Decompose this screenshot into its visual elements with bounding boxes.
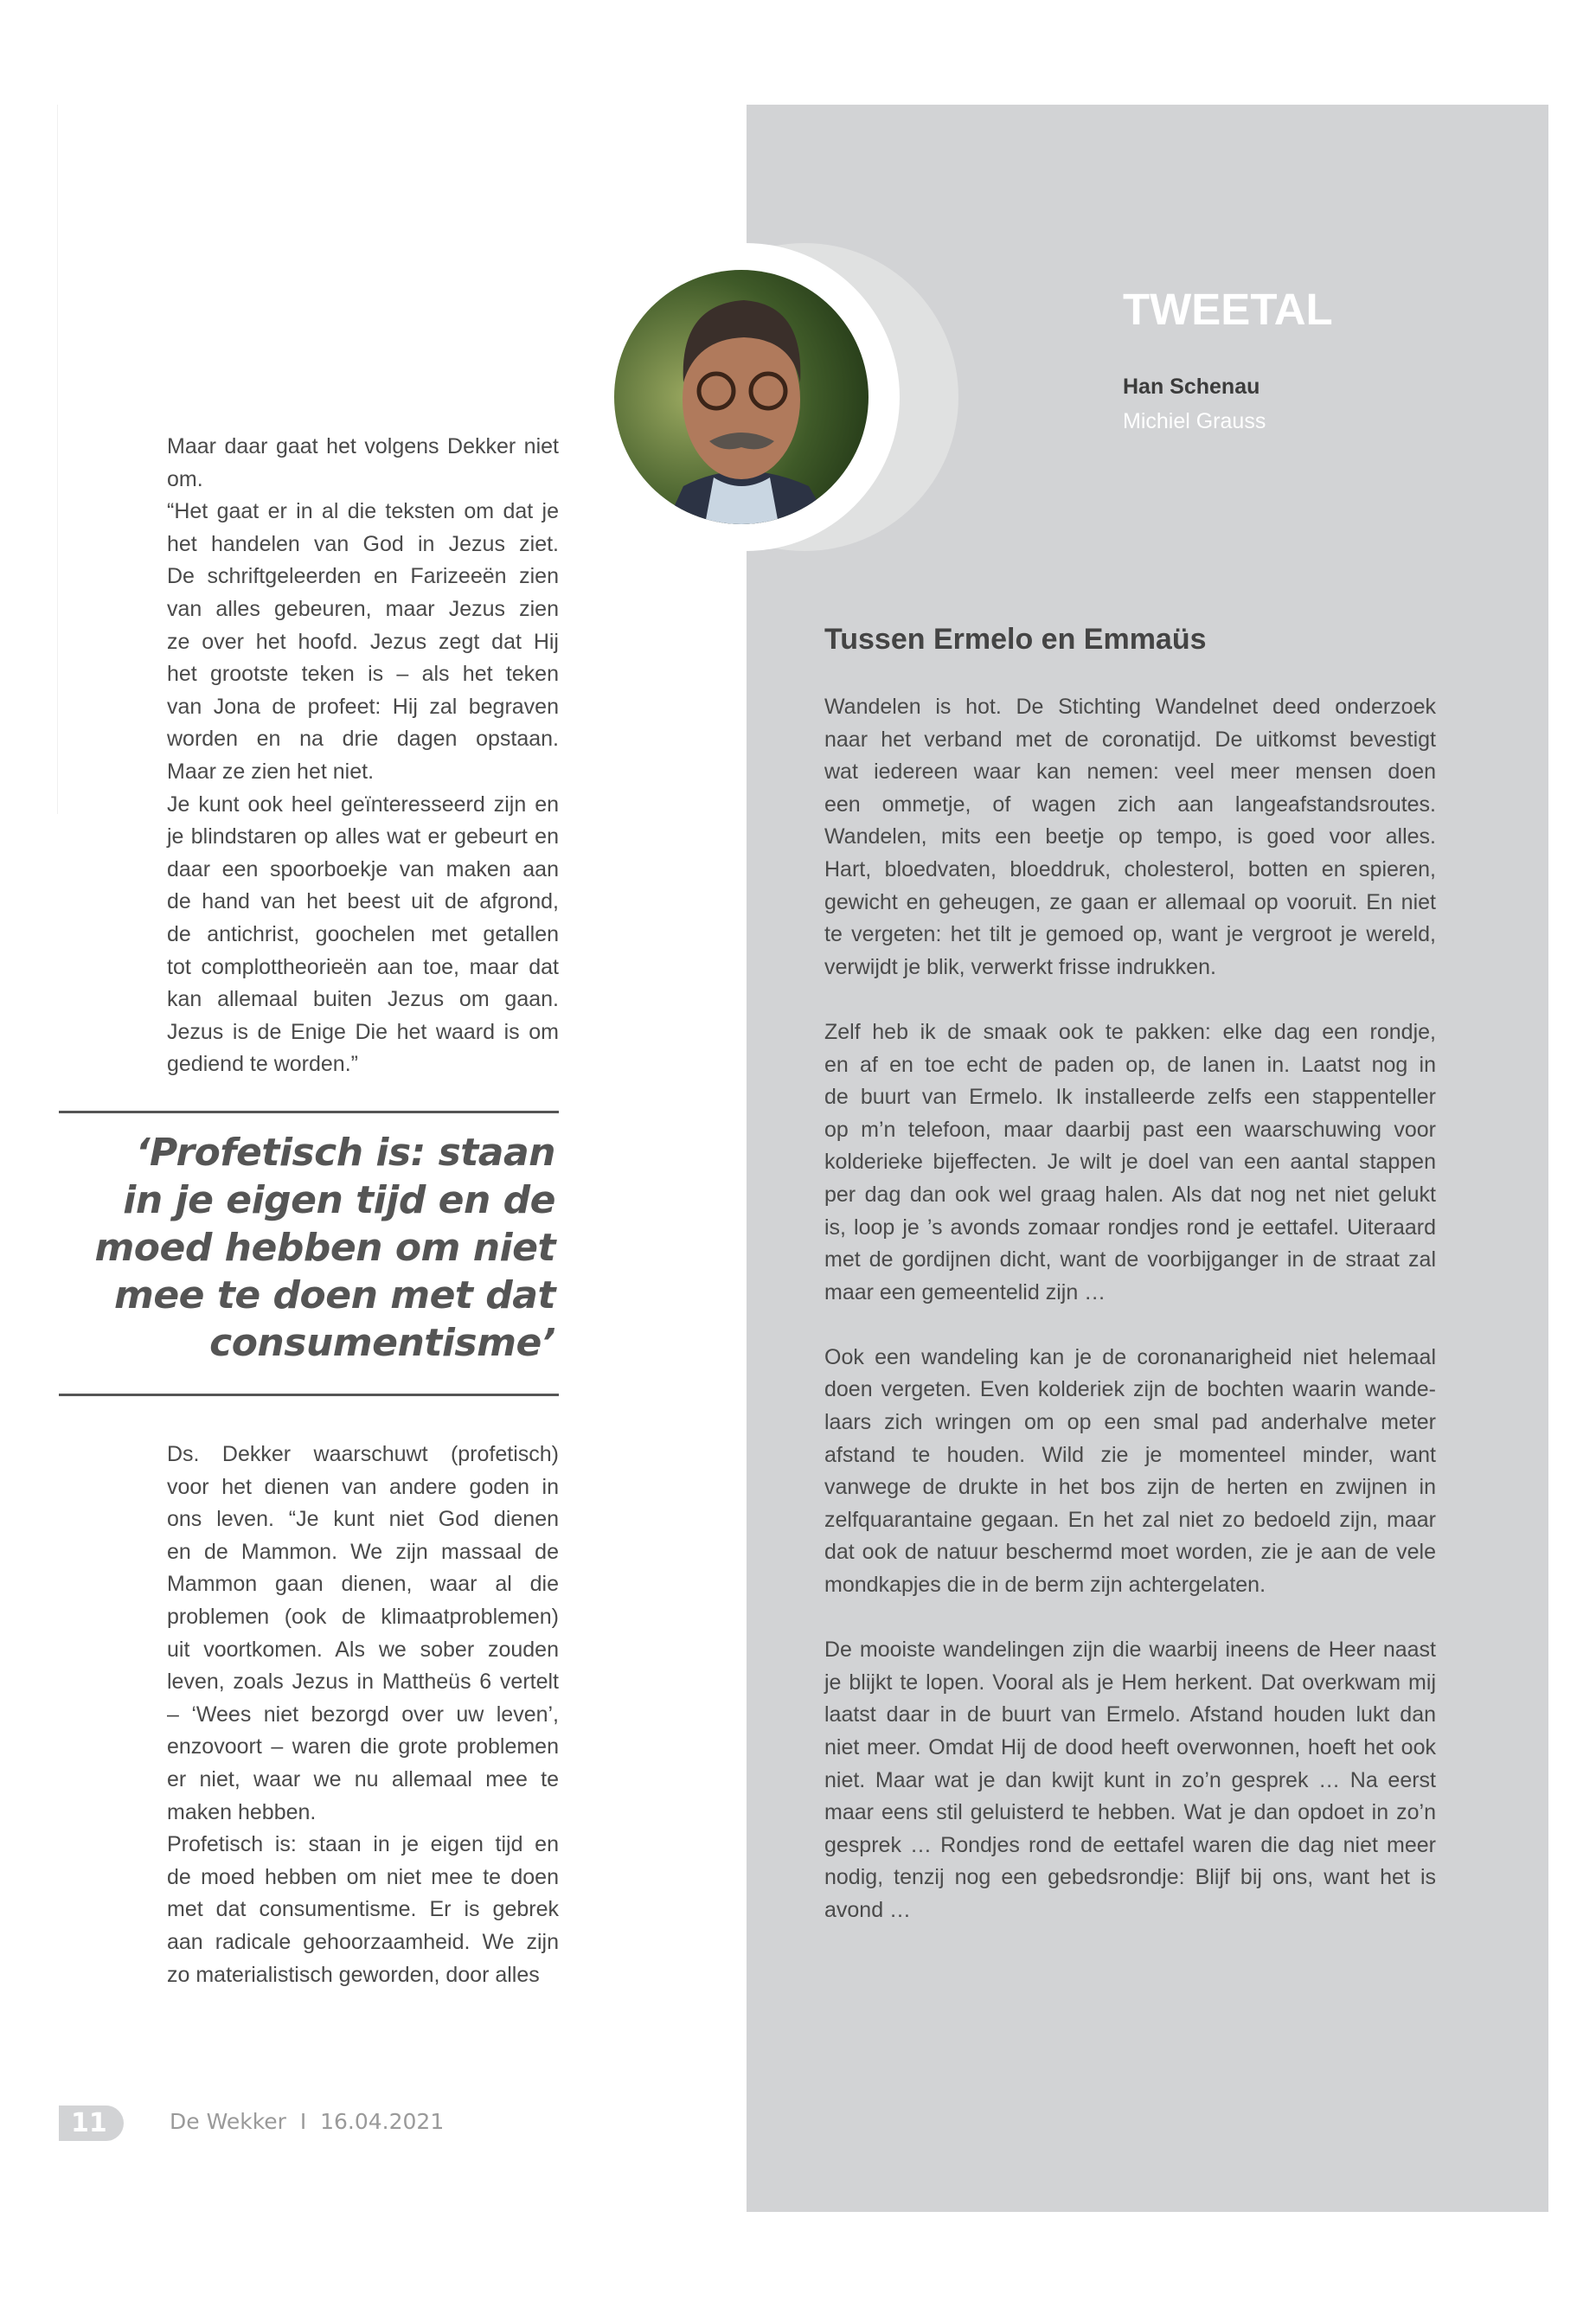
text-line: daar een spoorboekje van maken aan	[167, 856, 559, 881]
pull-quote	[59, 1129, 555, 1367]
text-line: – ‘Wees niet bezorgd over uw leven’,	[167, 1702, 559, 1727]
text-line: Je kunt ook heel geïnteresseerd zijn en	[167, 792, 559, 817]
text-line: zo materialistisch geworden, door alles	[167, 1962, 540, 1987]
text-line: de hand van het beest uit de afgrond,	[167, 889, 559, 914]
text-line: ze over het hoofd. Jezus zegt dat Hij	[167, 629, 559, 654]
text-line: tot complottheorieën aan toe, maar dat	[167, 954, 559, 979]
text-line: verwijdt je blik, verwerkt frisse indrukken.	[824, 954, 1216, 979]
text-line: Wandelen, mits een beetje op tempo, is goed voor alles.	[824, 824, 1436, 849]
text-line: per dag dan ook wel graag halen. Als dat nog net niet gelukt	[824, 1182, 1436, 1207]
text-line: om.	[167, 466, 203, 491]
text-line: met de gordijnen dicht, want de voorbijganger in de straat zal	[824, 1247, 1436, 1272]
text-line: maken hebben.	[167, 1799, 317, 1824]
author-photo	[614, 270, 869, 524]
text-line: is, loop je ’s avonds zomaar rondjes rond je eettafel. Uiteraard	[824, 1215, 1436, 1240]
text-line: ons leven. “Je kunt niet God dienen	[167, 1507, 559, 1532]
text-line: naar het verband met de coronatijd. De uitkomst bevestigt	[824, 727, 1436, 752]
text-line: Mammon gaan dienen, waar al die	[167, 1572, 559, 1597]
text-line: afstand te houden. Wild zie je momenteel minder, want	[824, 1442, 1436, 1467]
text-line: en af en toe echt de paden op, de lanen in. Laatst nog in	[824, 1052, 1436, 1077]
quote-line: consumentisme’	[209, 1321, 555, 1365]
text-line: Profetisch is: staan in je eigen tijd en	[167, 1832, 559, 1857]
text-line: Wandelen is hot. De Stichting Wandelnet deed onderzoek	[824, 695, 1436, 719]
page-number: 11	[59, 2106, 124, 2141]
text-line: laars zich wringen om op een smal pad anderhalve meter	[824, 1410, 1436, 1435]
text-line: je blindstaren op alles wat er gebeurt en	[167, 824, 559, 849]
quote-line: ‘Profetisch is: staan	[135, 1131, 555, 1175]
quote-line: moed hebben om niet	[94, 1226, 555, 1270]
text-line: zelfquarantaine gegaan. En het zal niet zo bedoeld zijn, maar	[824, 1507, 1436, 1532]
quote-rule-top	[59, 1111, 559, 1113]
text-line: “Het gaat er in al die teksten om dat je	[167, 499, 559, 524]
quote-line: in je eigen tijd en de	[123, 1178, 555, 1222]
text-line: gewicht en geheugen, ze gaan er allemaal op vooruit. En niet	[824, 889, 1436, 914]
text-line: Jezus is de Enige Die het waard is om	[167, 1019, 559, 1044]
text-line: met dat consumentisme. Er is gebrek	[167, 1897, 559, 1922]
text-line: er niet, waar we nu allemaal mee te	[167, 1766, 559, 1791]
text-line: laatst daar in de buurt van Ermelo. Afstand houden lukt dan	[824, 1702, 1436, 1727]
text-line: en de Mammon. We zijn massaal de	[167, 1539, 559, 1564]
text-line: Maar daar gaat het volgens Dekker niet	[167, 434, 559, 458]
text-line: problemen (ook de klimaatproblemen)	[167, 1604, 559, 1629]
text-line: de moed hebben om niet mee te doen	[167, 1864, 559, 1889]
text-line: aan radicale gehoorzaamheid. We zijn	[167, 1929, 559, 1954]
text-line: maar eens stil geluisterd te hebben. Wat je dan opdoet in zo’n	[824, 1800, 1436, 1825]
text-line: Maar ze zien het niet.	[167, 759, 375, 784]
text-line: nodig, tenzij nog een gebedsrondje: Blijf bij ons, want het is	[824, 1865, 1436, 1890]
text-line: doen vergeten. Even kolderiek zijn de bochten waarin wande-	[824, 1377, 1436, 1402]
text-line: enzovoort – waren die grote problemen	[167, 1734, 559, 1759]
text-line: je blijkt te lopen. Vooral als je Hem herkent. Dat overkwam mij	[824, 1670, 1436, 1695]
text-line: voor het dienen van andere goden in	[167, 1474, 559, 1499]
text-line: wat iedereen waar kan nemen: veel meer mensen doen	[824, 760, 1436, 785]
text-line: kan allemaal buiten Jezus om gaan.	[167, 987, 559, 1012]
quote-rule-bottom	[59, 1394, 559, 1396]
article-title: Tussen Ermelo en Emmaüs	[824, 623, 1207, 656]
quote-line: mee te doen met dat	[113, 1273, 555, 1317]
text-line: kolderieke bijeffecten. Je wilt je doel van een aantal stappen	[824, 1150, 1436, 1175]
left-text-top	[167, 431, 559, 1081]
text-line: gediend te worden.”	[167, 1052, 358, 1077]
text-line: te vergeten: het tilt je gemoed op, want je vergroot je wereld,	[824, 922, 1436, 947]
photographer-name: Michiel Grauss	[1123, 409, 1266, 433]
text-line: van alles gebeuren, maar Jezus zien	[167, 596, 559, 621]
text-line: mondkapjes die in de berm zijn achtergelaten.	[824, 1573, 1266, 1598]
text-line: Hart, bloedvaten, bloeddruk, cholesterol, botten en spieren,	[824, 856, 1436, 881]
text-line: een ommetje, of wagen zich aan langeafstandsroutes.	[824, 792, 1436, 817]
text-line: op m’n telefoon, maar daarbij past een waarschuwing voor	[824, 1117, 1436, 1142]
text-line: van Jona de profeet: Hij zal begraven	[167, 694, 559, 719]
left-text-bottom	[167, 1439, 559, 1991]
publication-footer: De Wekker I 16.04.2021	[170, 2109, 445, 2134]
text-line: vanwege de drukte in het bos zijn de herten en zwijnen in	[824, 1475, 1436, 1500]
text-line: uit voortkomen. Als we sober zouden	[167, 1637, 559, 1662]
text-line: gesprek … Rondjes rond de eettafel waren die dag niet meer	[824, 1832, 1436, 1857]
text-line: avond …	[824, 1897, 912, 1922]
text-line: maar een gemeentelid zijn …	[824, 1279, 1106, 1304]
text-line: niet meer. Omdat Hij de dood heeft overwonnen, hoeft het ook	[824, 1735, 1436, 1759]
text-line: Ds. Dekker waarschuwt (profetisch)	[167, 1442, 559, 1466]
text-line: De mooiste wandelingen zijn die waarbij ineens de Heer naast	[824, 1638, 1436, 1663]
column-tag: TWEETAL	[1123, 285, 1333, 334]
text-line: dat ook de natuur beschermd moet worden, zie je aan de vele	[824, 1540, 1436, 1565]
text-line: leven, zoals Jezus in Mattheüs 6 vertelt	[167, 1670, 559, 1695]
text-line: Ook een wandeling kan je de coronanarigheid niet helemaal	[824, 1344, 1436, 1369]
text-line: het grootste teken is – als het teken	[167, 662, 559, 687]
author-name: Han Schenau	[1123, 375, 1260, 399]
column-body	[824, 691, 1436, 1927]
text-line: de antichrist, goochelen met getallen	[167, 921, 559, 946]
text-line: niet. Maar wat je dan kwijt kunt in zo’n gesprek … Na eerst	[824, 1767, 1436, 1792]
text-line: de buurt van Ermelo. Ik installeerde zelfs een stappenteller	[824, 1085, 1436, 1110]
text-line: Zelf heb ik de smaak ook te pakken: elke dag een rondje,	[824, 1019, 1436, 1044]
column-divider	[57, 105, 58, 814]
text-line: worden en na drie dagen opstaan.	[167, 727, 559, 752]
text-line: De schriftgeleerden en Farizeeën zien	[167, 564, 559, 589]
text-line: het handelen van God in Jezus ziet.	[167, 531, 559, 556]
